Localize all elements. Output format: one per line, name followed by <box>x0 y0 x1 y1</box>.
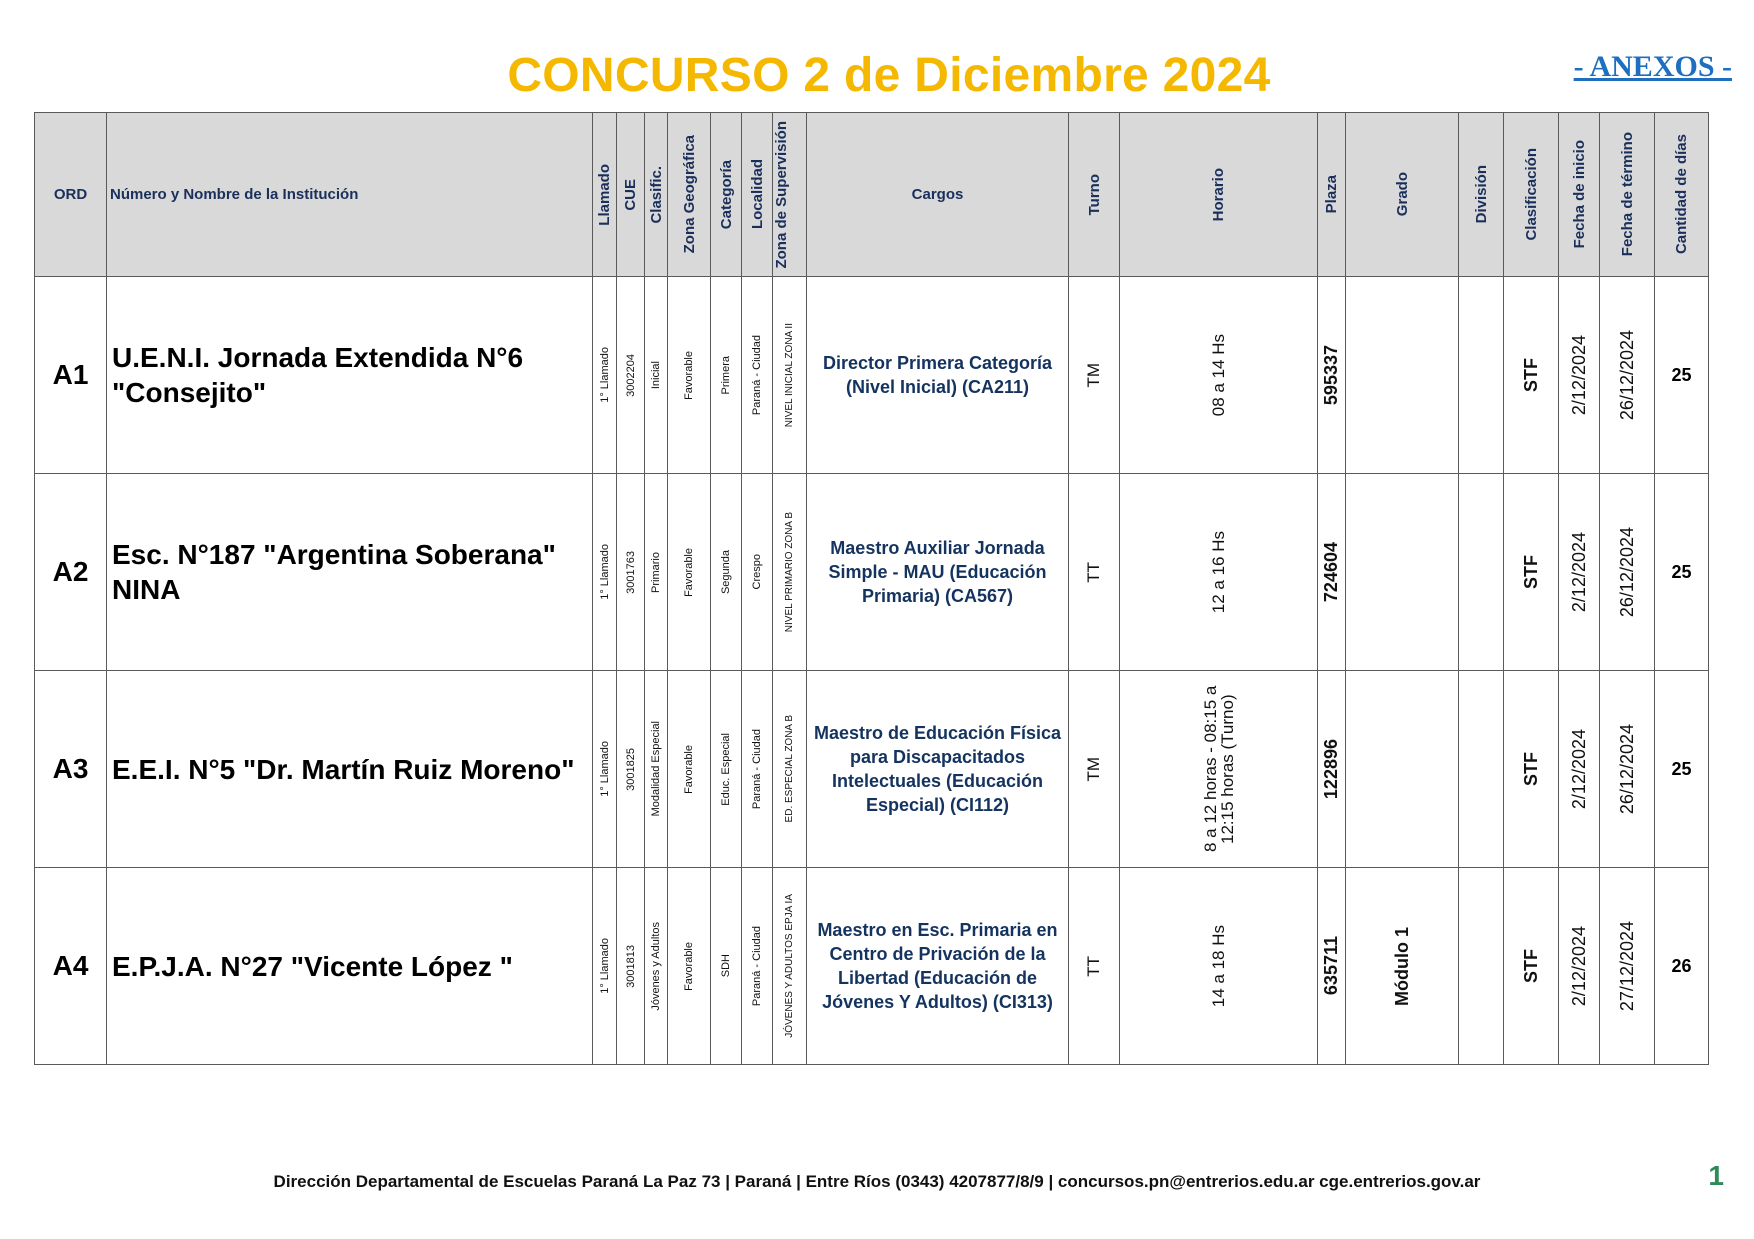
col-header-clasificacion <box>1504 113 1559 277</box>
row-zona-geografica-cell <box>668 474 711 671</box>
row-cantidad-dias: 25 <box>1655 671 1709 868</box>
row-llamado: 1° Llamado <box>598 741 611 797</box>
row-cue-cell <box>617 671 645 868</box>
table-row <box>35 868 1709 1065</box>
row-horario-cell <box>1120 671 1318 868</box>
col-header-ord: ORD <box>35 113 107 277</box>
row-clasific-cell <box>645 868 668 1065</box>
row-fecha-termino-cell <box>1600 277 1655 474</box>
col-header-categoria-label: Categoría <box>717 159 735 230</box>
row-cargo: Director Primera Categoría (Nivel Inicial) (CA211) <box>807 277 1069 474</box>
row-categoria-cell <box>711 474 742 671</box>
col-header-cue-label: CUE <box>622 178 639 211</box>
row-zona-supervision: ED. ESPECIAL ZONA B <box>784 715 795 823</box>
footer-contact: Dirección Departamental de Escuelas Paraná La Paz 73 | Paraná | Entre Ríos (0343) 4207877/8/9 | concursos.pn@entrerios.edu.ar cge.entrerios.gov.ar <box>273 1172 1481 1191</box>
row-division-cell <box>1459 474 1504 671</box>
row-turno: TM <box>1084 756 1103 782</box>
row-categoria: Educ. Especial <box>720 732 732 806</box>
row-zona-geografica: Favorable <box>683 941 695 991</box>
row-turno: TT <box>1084 561 1103 583</box>
col-header-turno-label: Turno <box>1085 173 1103 216</box>
row-fecha-inicio-cell <box>1559 671 1600 868</box>
row-clasificacion: STF <box>1520 752 1541 786</box>
row-fecha-inicio-cell <box>1559 474 1600 671</box>
row-plaza-cell <box>1318 277 1346 474</box>
row-cue: 3002204 <box>624 353 637 397</box>
row-llamado-cell <box>593 474 617 671</box>
row-llamado: 1° Llamado <box>598 938 611 994</box>
col-header-localidad <box>742 113 773 277</box>
row-ord: A4 <box>35 868 107 1065</box>
row-categoria-cell <box>711 671 742 868</box>
row-cargo: Maestro Auxiliar Jornada Simple - MAU (Educación Primaria) (CA567) <box>807 474 1069 671</box>
col-header-zona-geografica <box>668 113 711 277</box>
col-header-llamado <box>593 113 617 277</box>
row-clasific: Primario <box>650 551 662 593</box>
col-header-clasificacion-label: Clasificación <box>1522 148 1540 241</box>
row-clasificacion-cell <box>1504 474 1559 671</box>
col-header-zona-supervision <box>773 113 807 277</box>
row-turno: TM <box>1084 362 1103 388</box>
row-localidad-cell <box>742 277 773 474</box>
table-row <box>35 277 1709 474</box>
col-header-fecha-inicio-label: Fecha de inicio <box>1570 140 1588 249</box>
row-horario-cell <box>1120 868 1318 1065</box>
row-clasific: Modalidad Especial <box>650 721 662 817</box>
col-header-categoria <box>711 113 742 277</box>
row-fecha-inicio: 2/12/2024 <box>1568 531 1589 613</box>
col-header-fecha-termino-label: Fecha de término <box>1618 132 1636 257</box>
row-fecha-termino: 26/12/2024 <box>1616 526 1637 618</box>
row-zona-supervision: NIVEL PRIMARIO ZONA B <box>784 511 795 633</box>
row-zona-geografica: Favorable <box>683 547 695 597</box>
row-plaza-cell <box>1318 868 1346 1065</box>
row-clasificacion: STF <box>1520 555 1541 589</box>
row-cantidad-dias: 26 <box>1655 868 1709 1065</box>
row-zona-supervision-cell <box>773 474 807 671</box>
row-zona-geografica: Favorable <box>683 350 695 400</box>
col-header-clasific <box>645 113 668 277</box>
row-llamado-cell <box>593 277 617 474</box>
row-fecha-inicio-cell <box>1559 277 1600 474</box>
row-localidad: Paraná - Ciudad <box>751 925 763 1007</box>
row-cue: 3001813 <box>624 944 637 988</box>
row-ord: A2 <box>35 474 107 671</box>
row-fecha-termino: 26/12/2024 <box>1616 723 1637 815</box>
row-plaza: 595337 <box>1321 344 1341 406</box>
row-grado: Módulo 1 <box>1391 926 1412 1006</box>
row-fecha-inicio-cell <box>1559 868 1600 1065</box>
row-turno: TT <box>1084 955 1103 977</box>
row-localidad-cell <box>742 868 773 1065</box>
row-cue-cell <box>617 277 645 474</box>
row-institucion: E.E.I. N°5 "Dr. Martín Ruiz Moreno" <box>107 671 593 868</box>
row-categoria-cell <box>711 277 742 474</box>
row-turno-cell <box>1069 474 1120 671</box>
row-cargo: Maestro en Esc. Primaria en Centro de Privación de la Libertad (Educación de Jóvenes Y Adultos) (CI313) <box>807 868 1069 1065</box>
row-fecha-termino-cell <box>1600 868 1655 1065</box>
row-institucion: U.E.N.I. Jornada Extendida N°6 "Consejito" <box>107 277 593 474</box>
table-row <box>35 474 1709 671</box>
col-header-grado <box>1346 113 1459 277</box>
col-header-plaza <box>1318 113 1346 277</box>
col-header-plaza-label: Plaza <box>1323 175 1340 214</box>
anexos-link[interactable]: - ANEXOS - <box>1573 50 1732 83</box>
row-grado-cell <box>1346 277 1459 474</box>
row-institucion: Esc. N°187 "Argentina Soberana" NINA <box>107 474 593 671</box>
row-cantidad-dias: 25 <box>1655 277 1709 474</box>
row-fecha-termino: 27/12/2024 <box>1616 920 1637 1012</box>
row-localidad-cell <box>742 671 773 868</box>
row-ord: A3 <box>35 671 107 868</box>
row-zona-supervision-cell <box>773 868 807 1065</box>
col-header-clasific-label: Clasific. <box>647 165 665 224</box>
row-localidad: Crespo <box>751 554 763 590</box>
row-division-cell <box>1459 277 1504 474</box>
row-zona-supervision-cell <box>773 277 807 474</box>
col-header-zona-supervision-label: Zona de Supervisión <box>773 120 790 269</box>
row-fecha-termino: 26/12/2024 <box>1616 329 1637 421</box>
row-horario: 8 a 12 horas - 08:15 a 12:15 horas (Turno) <box>1200 685 1237 853</box>
row-horario: 14 a 18 Hs <box>1209 924 1228 1008</box>
row-horario: 12 a 16 Hs <box>1209 530 1228 614</box>
col-header-institucion: Número y Nombre de la Institución <box>107 113 593 277</box>
row-zona-supervision: JÓVENES Y ADULTOS EPJA IA <box>784 894 795 1038</box>
row-clasificacion: STF <box>1520 949 1541 983</box>
row-zona-geografica-cell <box>668 868 711 1065</box>
row-fecha-termino-cell <box>1600 671 1655 868</box>
row-clasific-cell <box>645 474 668 671</box>
row-llamado: 1° Llamado <box>598 347 611 403</box>
col-header-cue <box>617 113 645 277</box>
row-turno-cell <box>1069 671 1120 868</box>
col-header-grado-label: Grado <box>1393 172 1411 217</box>
table-header-row <box>35 113 1709 277</box>
row-plaza-cell <box>1318 474 1346 671</box>
row-plaza: 724604 <box>1321 541 1341 603</box>
row-plaza: 122896 <box>1321 738 1341 800</box>
row-clasific-cell <box>645 671 668 868</box>
row-fecha-termino-cell <box>1600 474 1655 671</box>
row-clasific: Inicial <box>650 360 662 390</box>
page-number: 1 <box>1708 1160 1724 1191</box>
row-categoria-cell <box>711 868 742 1065</box>
col-header-horario-label: Horario <box>1210 167 1227 222</box>
row-turno-cell <box>1069 277 1120 474</box>
row-categoria: Segunda <box>720 549 732 595</box>
row-division-cell <box>1459 671 1504 868</box>
row-institucion: E.P.J.A. N°27 "Vicente López " <box>107 868 593 1065</box>
col-header-fecha-inicio <box>1559 113 1600 277</box>
row-cue-cell <box>617 868 645 1065</box>
row-clasific-cell <box>645 277 668 474</box>
row-localidad-cell <box>742 474 773 671</box>
row-horario: 08 a 14 Hs <box>1209 333 1228 417</box>
row-grado-cell <box>1346 474 1459 671</box>
row-grado-cell <box>1346 868 1459 1065</box>
row-plaza-cell <box>1318 671 1346 868</box>
col-header-turno <box>1069 113 1120 277</box>
row-fecha-inicio: 2/12/2024 <box>1568 334 1589 416</box>
col-header-division-label: División <box>1472 165 1490 224</box>
row-clasificacion-cell <box>1504 671 1559 868</box>
row-horario-cell <box>1120 474 1318 671</box>
row-turno-cell <box>1069 868 1120 1065</box>
row-plaza: 635711 <box>1321 936 1341 996</box>
row-grado-cell <box>1346 671 1459 868</box>
row-localidad: Paraná - Ciudad <box>751 728 763 810</box>
row-fecha-inicio: 2/12/2024 <box>1568 925 1589 1007</box>
col-header-division <box>1459 113 1504 277</box>
row-cue: 3001825 <box>624 747 637 791</box>
row-clasific: Jóvenes y Adultos <box>650 921 662 1011</box>
concurso-table <box>34 112 1709 1065</box>
row-cargo: Maestro de Educación Física para Discapacitados Intelectuales (Educación Especial) (CI112) <box>807 671 1069 868</box>
col-header-fecha-termino <box>1600 113 1655 277</box>
row-cantidad-dias: 25 <box>1655 474 1709 671</box>
row-ord: A1 <box>35 277 107 474</box>
row-fecha-inicio: 2/12/2024 <box>1568 728 1589 810</box>
row-zona-supervision-cell <box>773 671 807 868</box>
row-zona-geografica-cell <box>668 671 711 868</box>
page-title: CONCURSO 2 de Diciembre 2024 <box>507 49 1271 102</box>
col-header-llamado-label: Llamado <box>596 163 613 226</box>
col-header-cantidad-dias <box>1655 113 1709 277</box>
row-cue: 3001763 <box>624 550 637 594</box>
row-zona-geografica-cell <box>668 277 711 474</box>
row-llamado-cell <box>593 671 617 868</box>
row-localidad: Paraná - Ciudad <box>751 334 763 416</box>
row-division-cell <box>1459 868 1504 1065</box>
row-categoria: Primera <box>720 355 732 395</box>
col-header-cargos: Cargos <box>807 113 1069 277</box>
row-clasificacion-cell <box>1504 868 1559 1065</box>
row-llamado-cell <box>593 868 617 1065</box>
row-cue-cell <box>617 474 645 671</box>
row-categoria: SDH <box>720 954 732 978</box>
col-header-zona-geografica-label: Zona Geográfica <box>680 135 698 254</box>
row-zona-supervision: NIVEL INICIAL ZONA II <box>784 322 795 428</box>
table-row <box>35 671 1709 868</box>
col-header-horario <box>1120 113 1318 277</box>
row-llamado: 1° Llamado <box>598 544 611 600</box>
row-zona-geografica: Favorable <box>683 744 695 794</box>
col-header-cantidad-dias-label: Cantidad de días <box>1673 134 1690 255</box>
row-clasificacion: STF <box>1520 358 1541 392</box>
col-header-localidad-label: Localidad <box>748 159 766 230</box>
row-horario-cell <box>1120 277 1318 474</box>
row-clasificacion-cell <box>1504 277 1559 474</box>
